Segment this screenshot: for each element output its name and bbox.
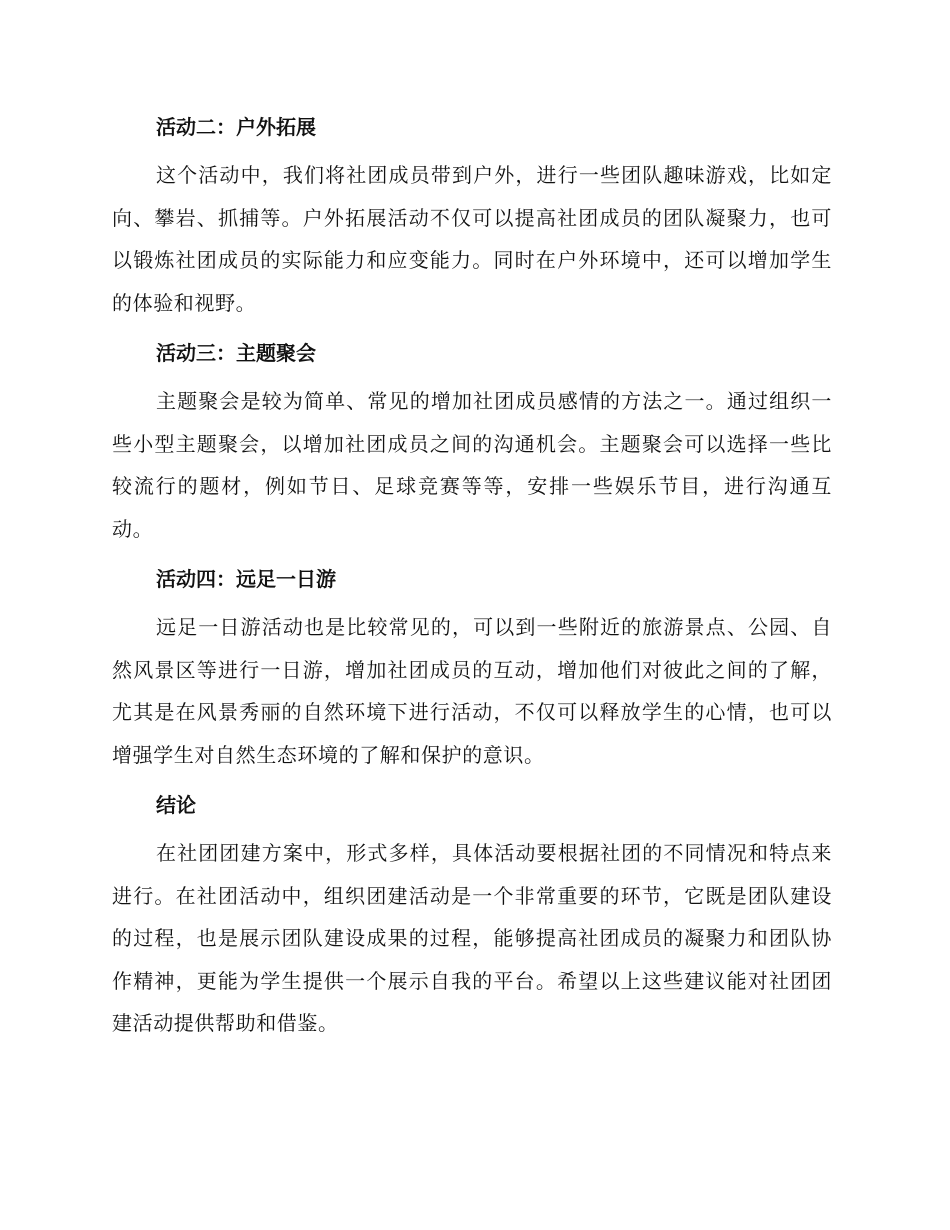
section-heading-activity-3: 活动三：主题聚会 xyxy=(156,341,316,365)
section-heading-activity-2: 活动二：户外拓展 xyxy=(156,115,316,139)
section-paragraph-activity-3: 主题聚会是较为简单、常见的增加社团成员感情的方法之一。通过组织一些小型主题聚会，以增加社团成员之间的沟通机会。主题聚会可以选择一些比较流行的题材，例如节日、足球竞赛等等，安排一些娱乐节目，进行沟通互动。 xyxy=(112,389,832,541)
section-paragraph-activity-4: 远足一日游活动也是比较常见的，可以到一些附近的旅游景点、公园、自然风景区等进行一日游，增加社团成员的互动，增加他们对彼此之间的了解，尤其是在风景秀丽的自然环境下进行活动，不仅可以释放学生的心情，也可以增强学生对自然生态环境的了解和保护的意识。 xyxy=(112,615,832,767)
section-paragraph-conclusion: 在社团团建方案中，形式多样，具体活动要根据社团的不同情况和特点来进行。在社团活动中，组织团建活动是一个非常重要的环节，它既是团队建设的过程，也是展示团队建设成果的过程，能够提高社团成员的凝聚力和团队协作精神，更能为学生提供一个展示自我的平台。希望以上这些建议能对社团团建活动提供帮助和借鉴。 xyxy=(112,841,832,1035)
document-page xyxy=(112,108,832,1055)
section-heading-conclusion: 结论 xyxy=(156,793,196,817)
section-paragraph-activity-2: 这个活动中，我们将社团成员带到户外，进行一些团队趣味游戏，比如定向、攀岩、抓捕等。户外拓展活动不仅可以提高社团成员的团队凝聚力，也可以锻炼社团成员的实际能力和应变能力。同时在户外环境中，还可以增加学生的体验和视野。 xyxy=(112,163,832,315)
section-heading-activity-4: 活动四：远足一日游 xyxy=(156,567,336,591)
